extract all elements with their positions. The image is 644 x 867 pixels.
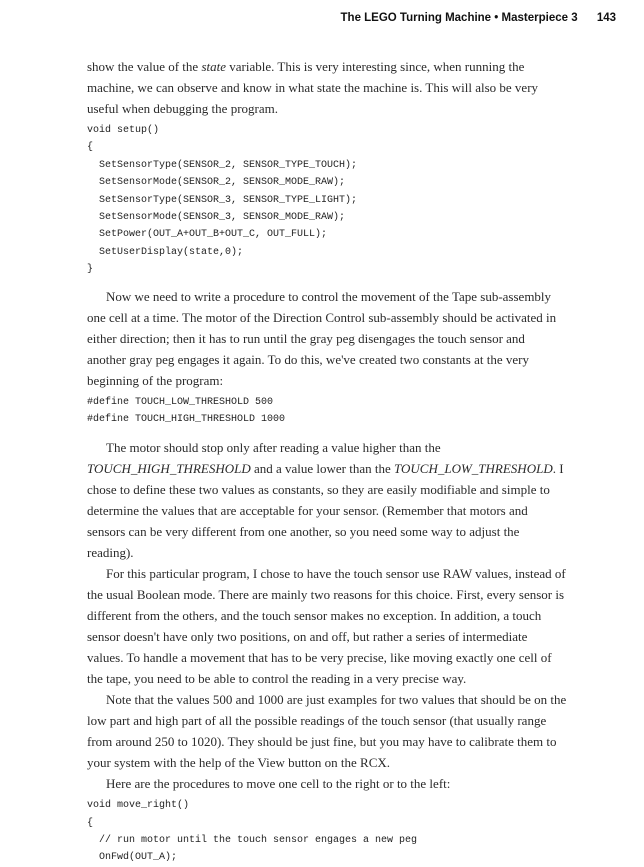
code-line: { <box>87 817 94 829</box>
chapter-name: Masterpiece 3 <box>501 12 578 24</box>
code-line: void move_right() <box>87 800 190 812</box>
p1-text-a: show the value of the <box>87 59 202 74</box>
code-line: { <box>87 142 94 154</box>
high-threshold-name: TOUCH_HIGH_THRESHOLD <box>87 461 251 477</box>
paragraph-5: Note that the values 500 and 1000 are just examples for two values that should be on the low part and high part of all the possible readings of the touch sensor (that usually range from around 250 to 1020). They should be just fine, but you may have to calibrate them to your system with the help of the View button on the RCX. <box>87 692 567 771</box>
page-body <box>87 56 567 867</box>
code-line: SetSensorMode(SENSOR_2, SENSOR_MODE_RAW); <box>99 177 346 189</box>
code-line: // run motor until the touch sensor engages a new peg <box>99 835 418 847</box>
code-line: SetSensorMode(SENSOR_3, SENSOR_MODE_RAW); <box>99 211 346 223</box>
state-variable-name: state <box>201 59 227 74</box>
paragraph-3 <box>87 437 567 563</box>
running-header <box>341 12 616 24</box>
code-line: SetSensorType(SENSOR_2, SENSOR_TYPE_TOUCH); <box>99 159 358 171</box>
book-title: The LEGO Turning Machine <box>340 12 492 24</box>
code-line: SetSensorType(SENSOR_3, SENSOR_TYPE_LIGHT); <box>99 194 358 206</box>
p3-text-b: and a value lower than the <box>250 461 395 477</box>
code-line: } <box>87 264 94 276</box>
low-threshold-name: TOUCH_LOW_THRESHOLD <box>394 461 553 477</box>
paragraph-1 <box>87 56 567 119</box>
code-line: SetUserDisplay(state,0); <box>99 246 244 258</box>
code-line: OnFwd(OUT_A); <box>99 852 178 864</box>
code-line: #define TOUCH_LOW_THRESHOLD 500 <box>87 396 274 408</box>
p3-text-a: The motor should stop only after reading a value higher than the <box>106 440 441 456</box>
paragraph-6: Here are the procedures to move one cell to the right or to the left: <box>106 776 451 792</box>
code-block-setup <box>87 122 567 279</box>
code-line: SetPower(OUT_A+OUT_B+OUT_C, OUT_FULL); <box>99 229 328 241</box>
code-block-defines <box>87 394 567 429</box>
code-line: #define TOUCH_HIGH_THRESHOLD 1000 <box>87 413 286 425</box>
code-line: void setup() <box>87 125 160 136</box>
p3-text-c: . I chose to define these two values as constants, so they are easily modifiable and simple to determine the values that are acceptable for your sensor. (Remember that motors and sensors can be very different from one another, so you need some way to adjust the reading). <box>87 461 564 561</box>
code-block-move-right <box>87 797 567 867</box>
page-number: 143 <box>596 12 616 24</box>
header-bullet: • <box>494 12 499 24</box>
p1-text-b: variable. This is very interesting since, when running the machine, we can observe and know in what state the machine is. This will also be very useful when debugging the program. <box>87 59 539 116</box>
paragraph-4: For this particular program, I chose to have the touch sensor use RAW values, instead of the usual Boolean mode. There are mainly two reasons for this choice. First, every sensor is different from the others, and the touch sensor makes no exception. In addition, a touch sensor doesn't have only two positions, on and off, but rather a series of intermediate values. To handle a movement that has to be very precise, like moving exactly one cell of the tape, you need to be able to control the reading in a very precise way. <box>87 566 566 687</box>
paragraph-2: Now we need to write a procedure to control the movement of the Tape sub-assembly one cell at a time. The motor of the Direction Control sub-assembly should be activated in either direction; then it has to run until the gray peg disengages the touch sensor and another gray peg engages it again. To do this, we've created two constants at the very beginning of the program: <box>87 288 557 388</box>
